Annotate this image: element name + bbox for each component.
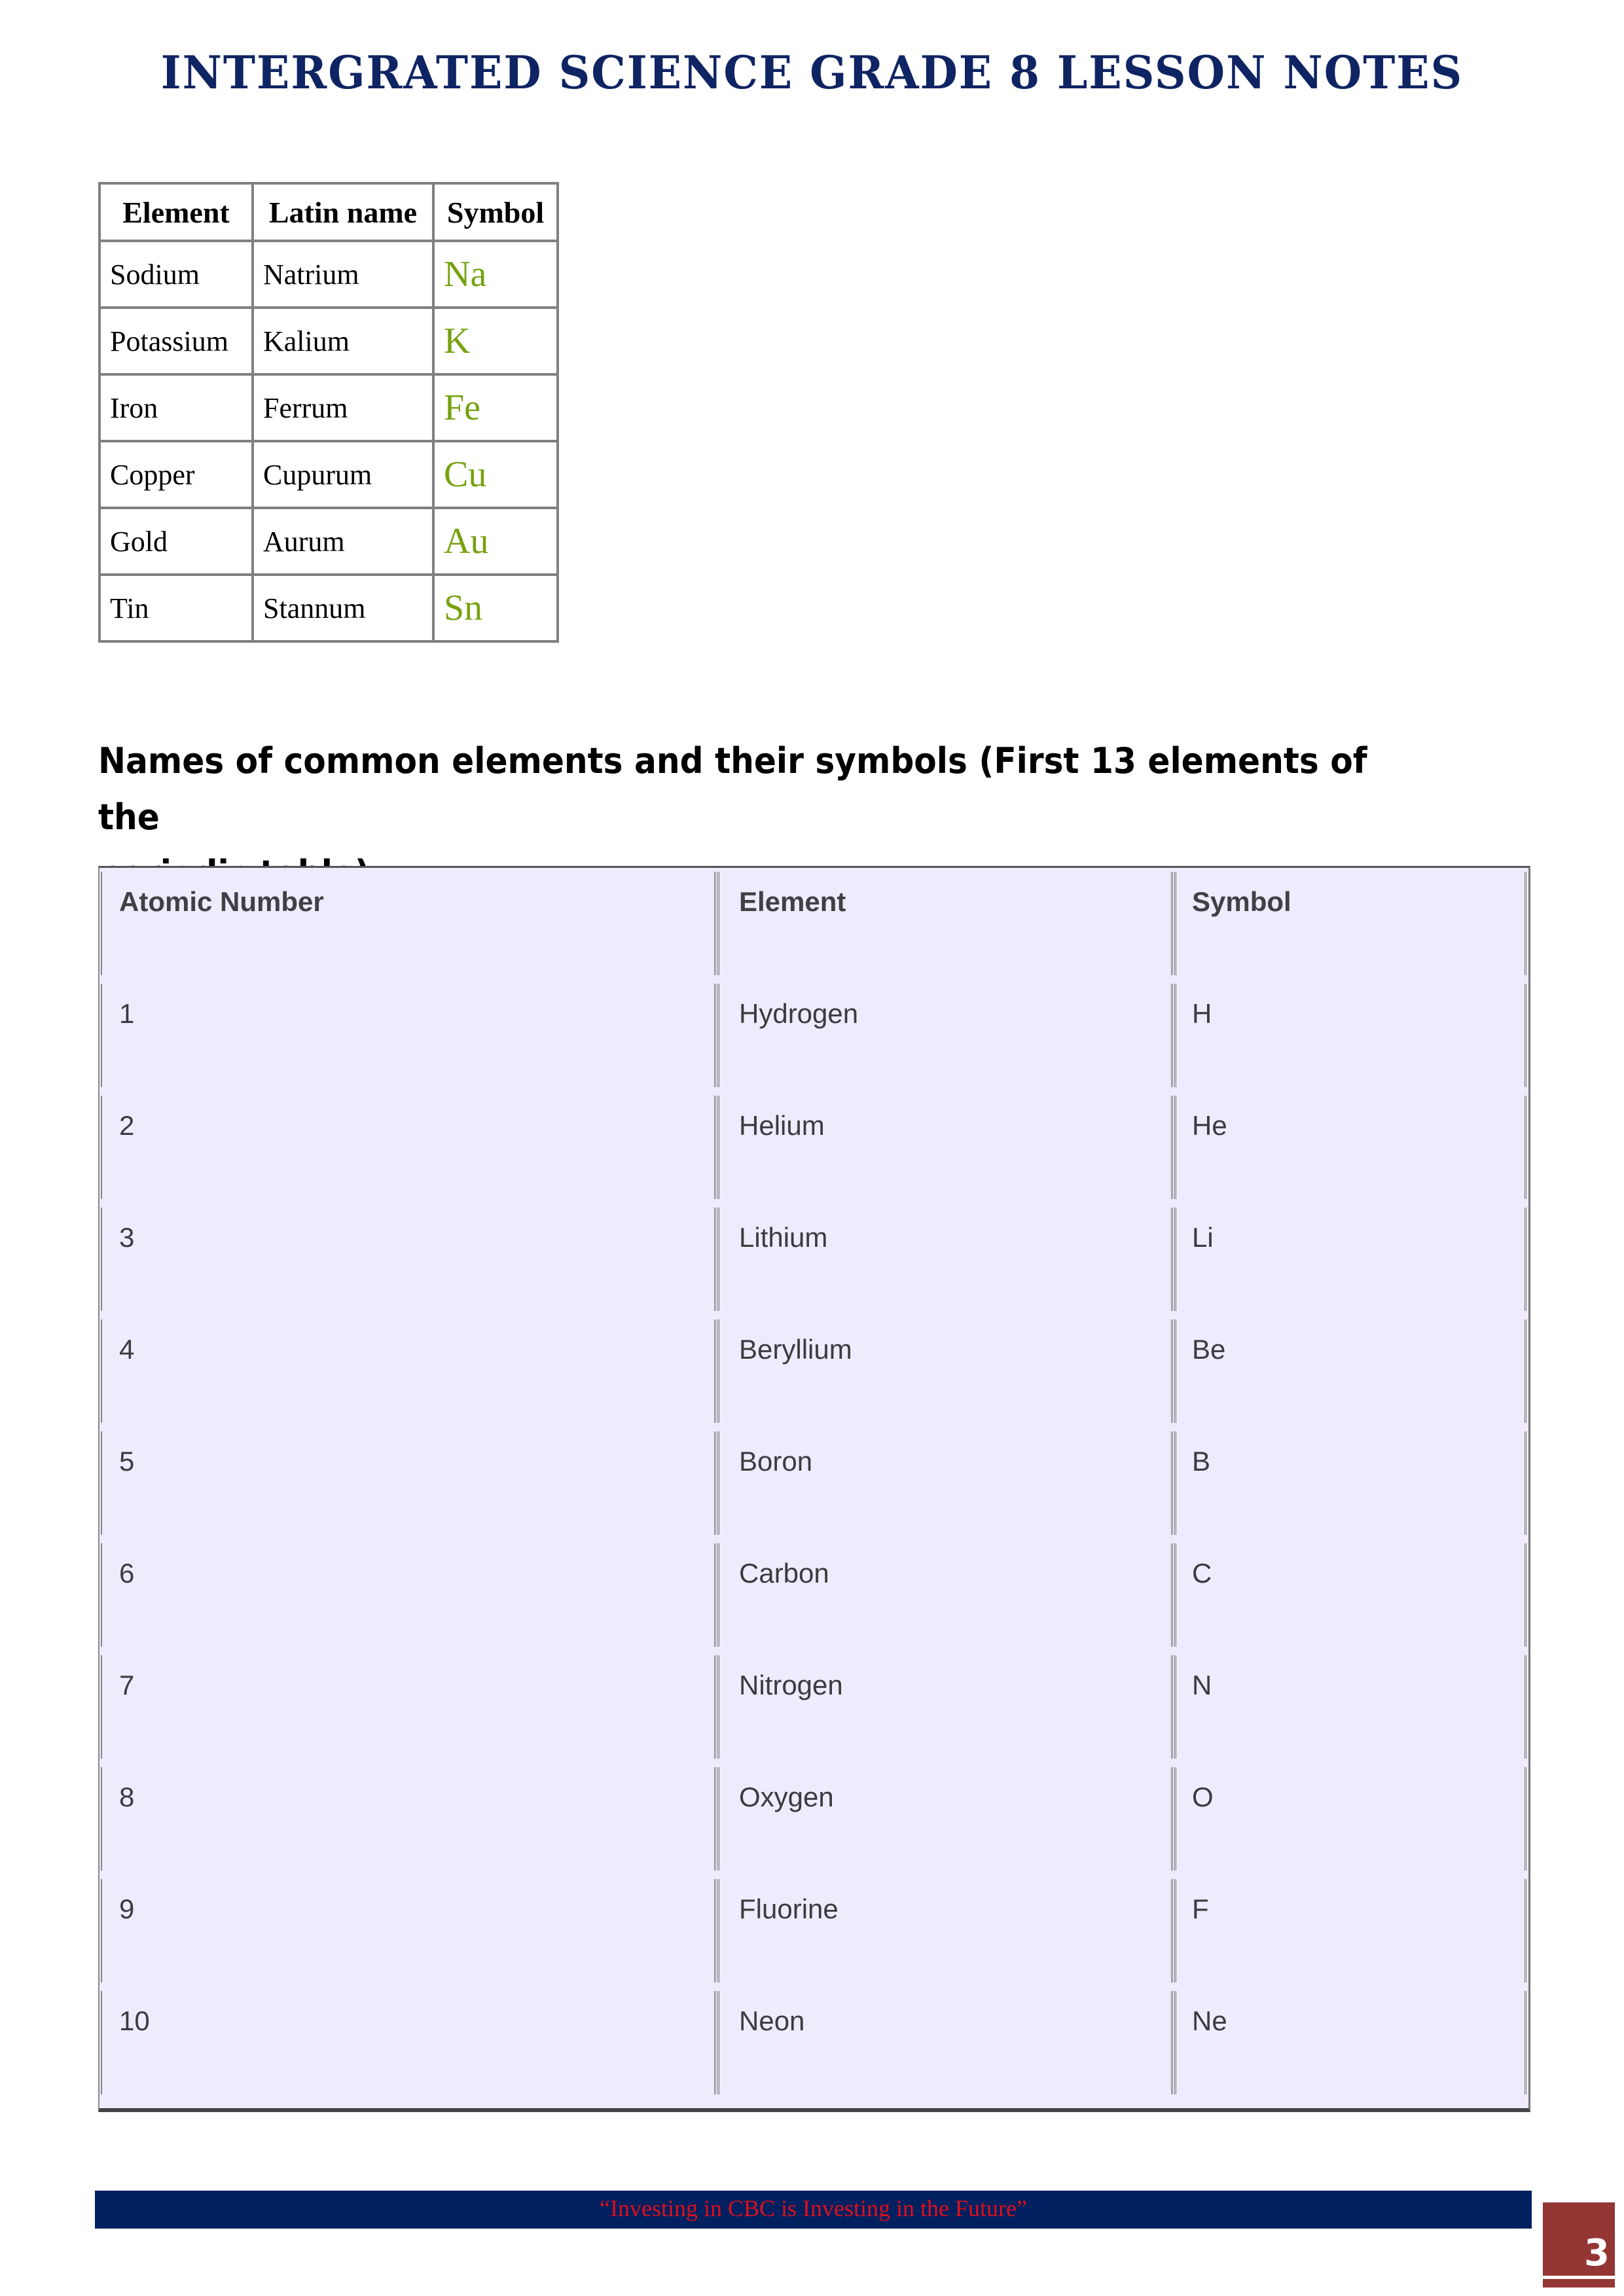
element-cell: Carbon [717,1543,1173,1647]
atomic-number-cell: 5 [101,1431,716,1535]
latin-names-table [98,182,559,643]
table-row [99,1875,1528,1987]
element-cell: Iron [99,374,253,441]
atomic-number-cell: 3 [101,1208,716,1311]
atomic-number-cell: 10 [101,1991,716,2094]
atomic-number-cell: 1 [101,984,716,1087]
latin-name-cell: Kalium [253,308,433,374]
element-cell: Sodium [99,241,253,308]
symbol-cell: Au [433,508,558,575]
latin-name-cell: Ferrum [253,374,433,441]
symbol-cell: C [1174,1543,1526,1647]
table-row [99,1539,1528,1651]
footer-slogan: “Investing in CBC is Investing in the Future” [600,2195,1027,2221]
table-row [99,374,558,441]
symbol-cell: Fe [433,374,558,441]
symbol-cell: O [1174,1767,1526,1871]
table-header-row [99,868,1528,980]
latin-name-cell: Cupurum [253,441,433,508]
element-cell: Gold [99,508,253,575]
symbol-cell: He [1174,1096,1526,1199]
column-header-symbol: Symbol [433,183,558,241]
element-cell: Tin [99,575,253,641]
latin-name-cell: Aurum [253,508,433,575]
atomic-number-cell: 7 [101,1655,716,1759]
table-row [99,241,558,308]
table-row [99,1987,1528,2099]
symbol-cell: F [1174,1879,1526,1982]
atomic-number-cell: 4 [101,1319,716,1423]
atomic-number-cell: 6 [101,1543,716,1647]
column-header-element: Element [99,183,253,241]
table-row [99,1092,1528,1204]
symbol-cell: N [1174,1655,1526,1759]
page-number-badge [1543,2202,1615,2276]
section-heading-line-1: Names of common elements and their symbols (First 13 elements of the [98,740,1367,838]
element-cell: Oxygen [717,1767,1173,1871]
column-header-symbol: Symbol [1174,872,1526,975]
symbol-cell: K [433,308,558,374]
atomic-number-cell: 8 [101,1767,716,1871]
symbol-cell: Cu [433,441,558,508]
element-cell: Nitrogen [717,1655,1173,1759]
periodic-elements-table [98,866,1530,2112]
table-row [99,441,558,508]
element-cell: Boron [717,1431,1173,1535]
table-row [99,575,558,641]
table-row [99,1763,1528,1875]
latin-name-cell: Stannum [253,575,433,641]
symbol-cell: Li [1174,1208,1526,1311]
table-row [99,1651,1528,1763]
column-header-latin-name: Latin name [253,183,433,241]
element-cell: Helium [717,1096,1173,1199]
symbol-cell: Sn [433,575,558,641]
latin-name-cell: Natrium [253,241,433,308]
element-cell: Potassium [99,308,253,374]
table-row [99,508,558,575]
column-header-element: Element [717,872,1173,975]
element-cell: Lithium [717,1208,1173,1311]
element-cell: Fluorine [717,1879,1173,1982]
element-cell: Hydrogen [717,984,1173,1087]
symbol-cell: Na [433,241,558,308]
symbol-cell: Ne [1174,1991,1526,2094]
table-row [99,1204,1528,1316]
symbol-cell: H [1174,984,1526,1087]
table-row [99,1427,1528,1539]
symbol-cell: Be [1174,1319,1526,1423]
element-cell: Beryllium [717,1319,1173,1423]
column-header-atomic-number: Atomic Number [101,872,716,975]
document-title: INTERGRATED SCIENCE GRADE 8 LESSON NOTES [160,46,1464,99]
element-cell: Copper [99,441,253,508]
table-row [99,1316,1528,1427]
table-header-row [99,183,558,241]
footer-bar [95,2191,1532,2229]
symbol-cell: B [1174,1431,1526,1535]
table-row [99,980,1528,1092]
element-cell: Neon [717,1991,1173,2094]
atomic-number-cell: 2 [101,1096,716,1199]
atomic-number-cell: 9 [101,1879,716,1982]
page-number: 3 [1584,2232,1610,2274]
page-number-underline [1543,2279,1615,2287]
table-row [99,308,558,374]
